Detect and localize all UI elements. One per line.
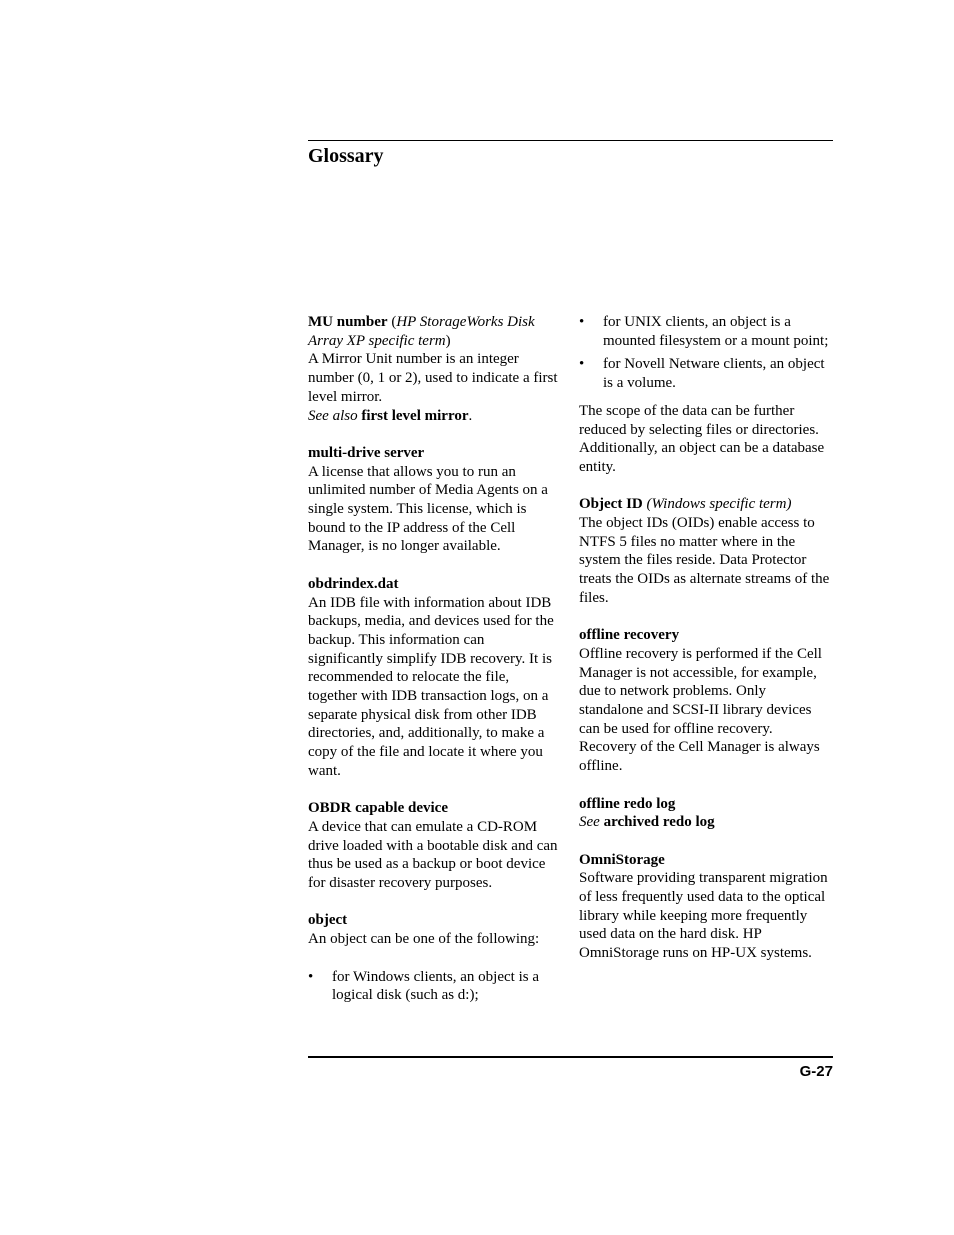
page-number: G-27 [799,1063,833,1080]
see-also-label: See also [308,407,358,424]
bullet-list [308,968,560,1005]
entry-term: MU number [308,314,388,330]
entry-definition: Software providing transparent migration of less frequently used data to the optical library while keeping more frequently used data on the hard disk. HP OmniStorage runs on HP-UX systems. [579,870,828,962]
see-also-term: first level mirror [361,407,469,424]
entry-definition: A device that can emulate a CD-ROM drive loaded with a bootable disk and can thus be used as a backup or boot device for disaster recovery purposes. [308,818,558,892]
bullet-list [579,313,833,393]
open-paren: ( [387,314,397,330]
entry-see [579,813,833,832]
list-item [308,968,560,1005]
list-item-text: for Novell Netware clients, an object is a volume. [603,356,825,392]
glossary-entry-obdrindex [308,575,560,781]
spacer [308,949,560,968]
glossary-entry-object [308,911,560,1005]
glossary-entry-offline-recovery [579,626,833,776]
footer-rule [308,1056,833,1058]
entry-definition: A license that allows you to run an unlimited number of Media Agents on a single system. This license, which is bound to the IP address of the Cell Manager, is no longer available. [308,463,548,555]
bullet-marker: • [579,314,585,330]
page-title: Glossary [308,145,384,167]
glossary-entry-offline-redo-log [579,795,833,832]
list-item [579,313,833,350]
entry-term: OBDR capable device [308,800,448,817]
entry-definition: An IDB file with information about IDB backups, media, and devices used for the backup. This information can significantly simplify IDB recovery. It is recommended to relocate the file, together with IDB transaction logs, on a separate physical disk from other IDB directories, and, additionally, to make a copy of the file and locate it where you want. [308,594,554,779]
entry-heading [308,313,560,350]
list-item-text: for UNIX clients, an object is a mounted filesystem or a mount point; [603,314,829,349]
glossary-column-right [579,313,833,963]
glossary-entry-mu-number [308,313,560,425]
entry-definition: A Mirror Unit number is an integer number (0, 1 or 2), used to indicate a first level mirror. [308,351,558,405]
glossary-entry-object-continued [579,313,833,477]
glossary-entry-obdr-capable-device [308,799,560,893]
entry-term: offline redo log [579,795,676,812]
glossary-entry-object-id [579,495,833,607]
see-also-period: . [468,407,473,424]
entry-term: OmniStorage [579,851,665,868]
entry-paragraph: The scope of the data can be further reduced by selecting files or directories. Additionally, an object can be a database entity. [579,402,825,475]
entry-term: Object ID [579,496,643,513]
glossary-column-left [308,313,560,1014]
bullet-marker: • [308,968,314,985]
entry-qualifier: HP StorageWorks Disk Array XP specific term [308,314,535,349]
entry-definition: An object can be one of the following: [308,931,540,948]
bullet-marker: • [579,356,585,373]
entry-definition: Offline recovery is performed if the Cell Manager is not accessible, for example, due to network problems. Only standalone and SCSI-II library devices can be used for offline recovery. Recovery of the Cell Manager is always offline. [579,645,822,775]
list-item [579,355,833,392]
close-paren: ) [445,332,451,349]
entry-see-also [308,407,560,426]
entry-term: object [308,912,348,929]
entry-heading [579,495,833,514]
entry-qualifier: (Windows specific term) [646,496,792,513]
glossary-entry-omnistorage [579,851,833,963]
entry-term: multi-drive server [308,444,425,461]
entry-term: obdrindex.dat [308,575,399,592]
glossary-entry-multi-drive-server [308,444,560,556]
see-label: See [579,814,600,831]
see-term: archived redo log [603,814,715,831]
list-item-text: for Windows clients, an object is a logical disk (such as d:); [332,968,539,1004]
entry-definition: The object IDs (OIDs) enable access to NTFS 5 files no matter where in the system the files reside. Data Protector treats the OIDs as alternate streams of the files. [579,515,830,606]
entry-term: offline recovery [579,627,680,644]
header-rule [308,140,833,141]
